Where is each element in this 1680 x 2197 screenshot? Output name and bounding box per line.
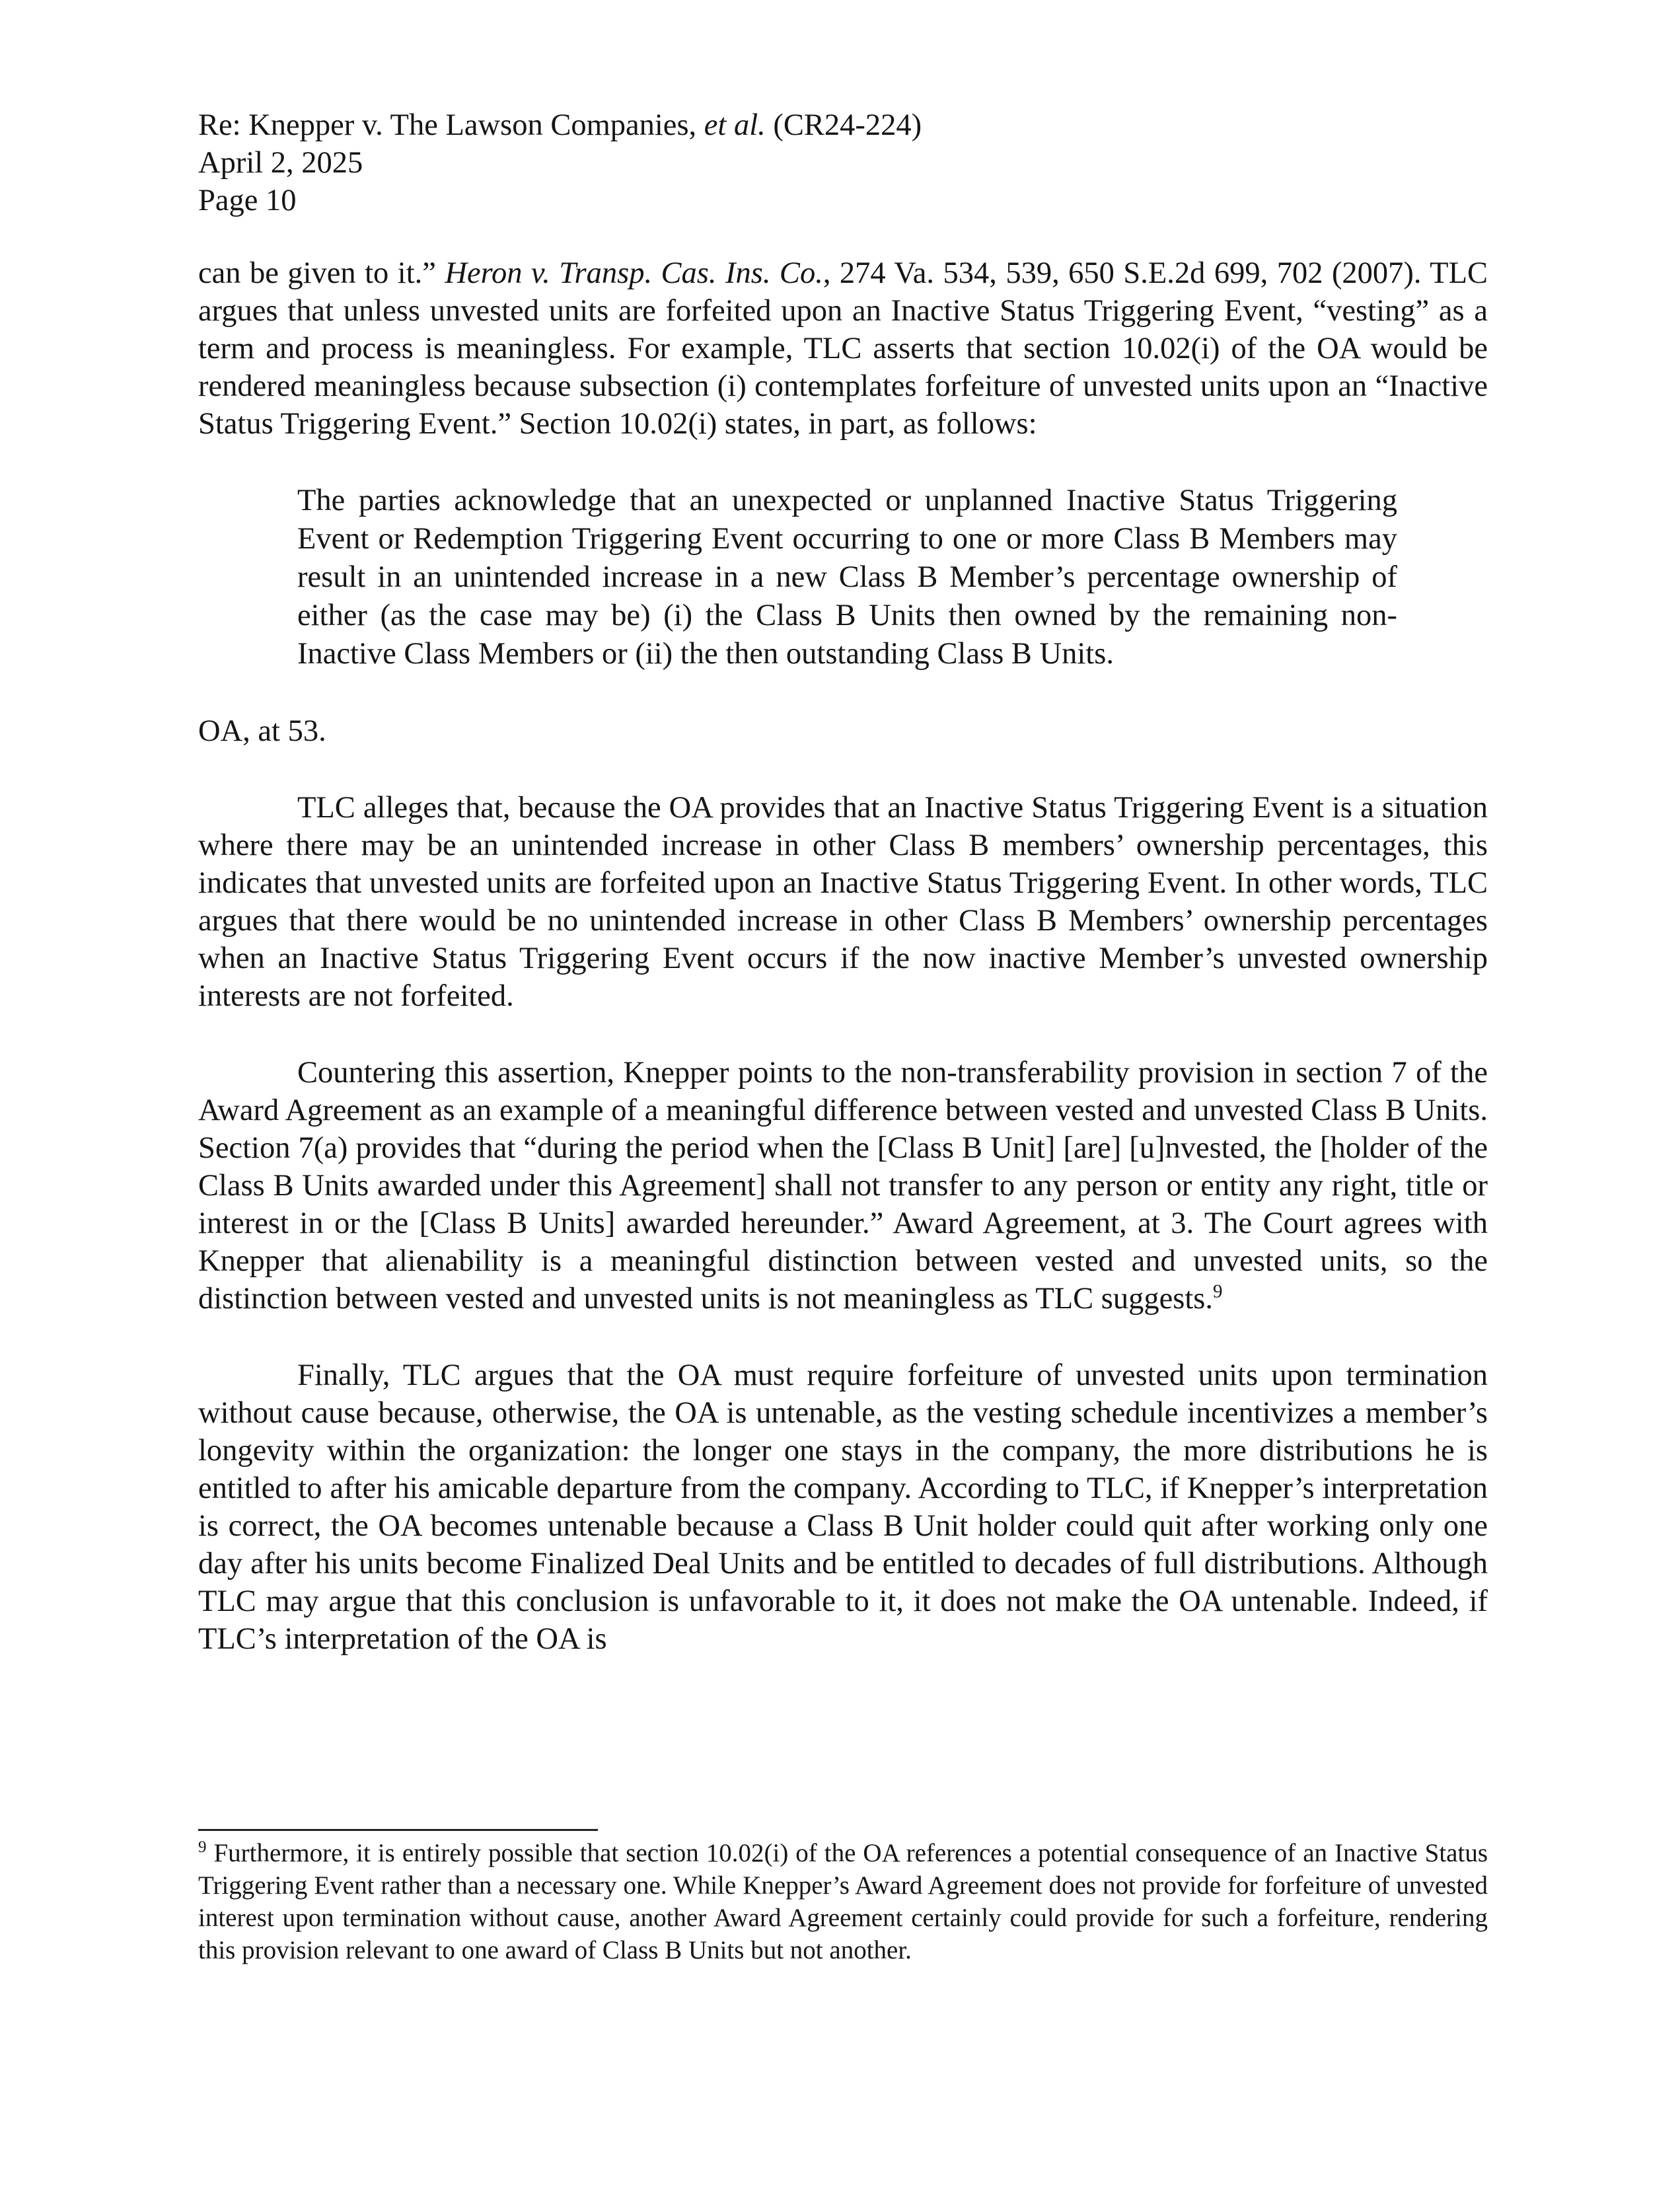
paragraph-countering (198, 1054, 1488, 1318)
header-re-prefix: Re: Knepper v. The Lawson Companies, (198, 108, 704, 142)
intro-text-rest: , 274 Va. 534, 539, 650 S.E.2d 699, 702 (2007). TLC argues that unless unvested units are forfeited upon an Inactive Status Triggering Event, “vesting” as a term and process is meaningless. For example, TLC asserts that section 10.02(i) of the OA would be rendered meaningless because subsection (i) contemplates forfeiture of unvested units upon an “Inactive Status Triggering Event.” Section 10.02(i) states, in part, as follows: (198, 256, 1488, 441)
footnote-number: 9 (198, 1838, 207, 1856)
header-case-number: (CR24-224) (765, 108, 922, 142)
footnote-text: Furthermore, it is entirely possible that section 10.02(i) of the OA references a potential consequence of an Inactive Status Triggering Event rather than a necessary one. While Knepper’s Award Agreement does not provide for forfeiture of unvested interest upon termination without cause, another Award Agreement certainly could provide for such a forfeiture, rendering this provision relevant to one award of Class B Units but not another. (198, 1839, 1488, 1964)
footnote-reference[interactable]: 9 (1213, 1281, 1223, 1302)
block-quote: The parties acknowledge that an unexpected or unplanned Inactive Status Triggering Event or Redemption Triggering Event occurring to one or more Class B Members may result in an unintended increase in a new Class B Member’s percentage ownership of either (as the case may be) (i) the Class B Units then owned by the remaining non-Inactive Class Members or (ii) the then outstanding Class B Units. (297, 484, 1397, 671)
footnote-divider (198, 1829, 598, 1831)
header-et-al: et al. (704, 108, 766, 142)
header-date: April 2, 2025 (198, 146, 363, 180)
quote-citation: OA, at 53. (198, 714, 326, 748)
intro-text-start: can be given to it.” (198, 256, 445, 290)
case-citation: Heron v. Transp. Cas. Ins. Co. (445, 256, 823, 290)
paragraph-tlc-alleges: TLC alleges that, because the OA provides that an Inactive Status Triggering Event is a situation where there may be an unintended increase in other Class B members’ ownership percentages, this indicates that unvested units are forfeited upon an Inactive Status Triggering Event. In other words, TLC argues that there would be no unintended increase in other Class B Members’ ownership percentages when an Inactive Status Triggering Event occurs if the now inactive Member’s unvested ownership interests are not forfeited. (198, 791, 1488, 1013)
paragraph-countering-text: Countering this assertion, Knepper points to the non-transferability provision in section 7 of the Award Agreement as an example of a meaningful difference between vested and unvested Class B Units. Section 7(a) provides that “during the period when the [Class B Unit] [are] [u]nvested, the [holder of the Class B Units awarded under this Agreement] shall not transfer to any person or entity any right, title or interest in or the [Class B Units] awarded hereunder.” Award Agreement, at 3. The Court agrees with Knepper that alienability is a meaningful distinction between vested and unvested units, so the distinction between vested and unvested units is not meaningless as TLC suggests. (198, 1056, 1488, 1316)
footnote (198, 1837, 1488, 1966)
header-page-number: Page 10 (198, 184, 297, 217)
letter-header (198, 106, 1453, 219)
document-body (198, 254, 1488, 1658)
paragraph-finally: Finally, TLC argues that the OA must require forfeiture of unvested units upon termination without cause because, otherwise, the OA is untenable, as the vesting schedule incentivizes a member’s longevity within the organization: the longer one stays in the company, the more distributions he is entitled to after his amicable departure from the company. According to TLC, if Knepper’s interpretation is correct, the OA becomes untenable because a Class B Unit holder could quit after working only one day after his units become Finalized Deal Units and be entitled to decades of full distributions. Although TLC may argue that this conclusion is unfavorable to it, it does not make the OA untenable. Indeed, if TLC’s interpretation of the OA is (198, 1359, 1488, 1656)
header-re-line (198, 106, 1453, 144)
intro-paragraph (198, 254, 1488, 443)
